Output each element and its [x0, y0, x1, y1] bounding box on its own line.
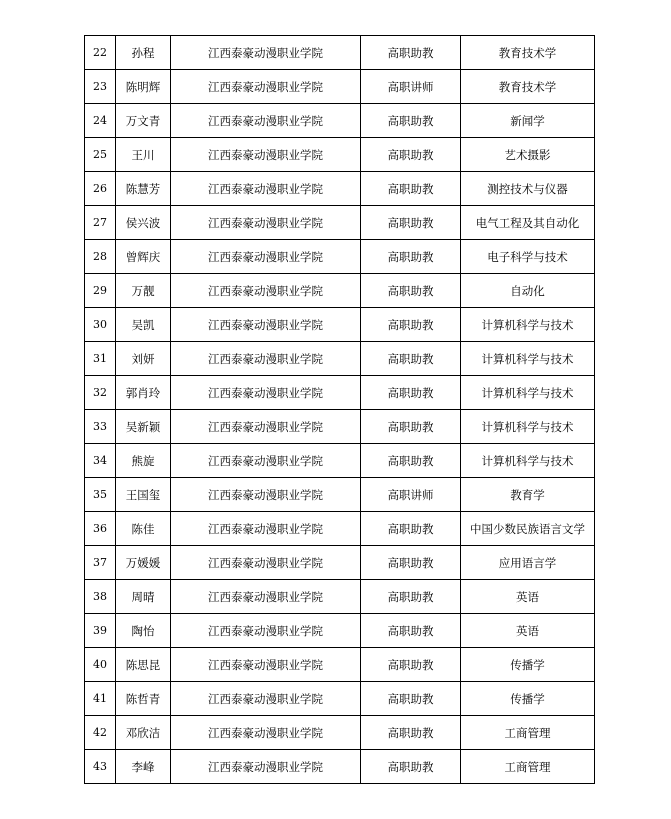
- table-row: [85, 274, 595, 308]
- job-title-cell: 高职助教: [361, 36, 461, 70]
- row-number-cell: 27: [85, 206, 116, 240]
- teacher-name-cell: 周晴: [116, 580, 171, 614]
- major-cell: 英语: [461, 614, 595, 648]
- job-title-cell: 高职助教: [361, 342, 461, 376]
- school-name-cell: 江西泰豪动漫职业学院: [171, 206, 361, 240]
- job-title-cell: 高职助教: [361, 614, 461, 648]
- table-row: [85, 478, 595, 512]
- school-name-cell: 江西泰豪动漫职业学院: [171, 70, 361, 104]
- row-number-cell: 35: [85, 478, 116, 512]
- job-title-cell: 高职助教: [361, 308, 461, 342]
- table-row: [85, 750, 595, 784]
- table-row: [85, 716, 595, 750]
- table-row: [85, 70, 595, 104]
- major-cell: 工商管理: [461, 716, 595, 750]
- major-cell: 计算机科学与技术: [461, 376, 595, 410]
- school-name-cell: 江西泰豪动漫职业学院: [171, 648, 361, 682]
- school-name-cell: 江西泰豪动漫职业学院: [171, 716, 361, 750]
- school-name-cell: 江西泰豪动漫职业学院: [171, 172, 361, 206]
- school-name-cell: 江西泰豪动漫职业学院: [171, 274, 361, 308]
- table-row: [85, 614, 595, 648]
- table-row: [85, 410, 595, 444]
- major-cell: 工商管理: [461, 750, 595, 784]
- school-name-cell: 江西泰豪动漫职业学院: [171, 512, 361, 546]
- table-row: [85, 308, 595, 342]
- table-row: [85, 240, 595, 274]
- table-row: [85, 682, 595, 716]
- school-name-cell: 江西泰豪动漫职业学院: [171, 36, 361, 70]
- teacher-name-cell: 曾辉庆: [116, 240, 171, 274]
- table-row: [85, 376, 595, 410]
- teacher-name-cell: 王国玺: [116, 478, 171, 512]
- teacher-name-cell: 刘妍: [116, 342, 171, 376]
- major-cell: 计算机科学与技术: [461, 444, 595, 478]
- row-number-cell: 26: [85, 172, 116, 206]
- school-name-cell: 江西泰豪动漫职业学院: [171, 750, 361, 784]
- row-number-cell: 28: [85, 240, 116, 274]
- school-name-cell: 江西泰豪动漫职业学院: [171, 614, 361, 648]
- teacher-name-cell: 陈思昆: [116, 648, 171, 682]
- roster-body: [85, 36, 595, 784]
- job-title-cell: 高职助教: [361, 376, 461, 410]
- job-title-cell: 高职讲师: [361, 70, 461, 104]
- row-number-cell: 34: [85, 444, 116, 478]
- teacher-name-cell: 孙程: [116, 36, 171, 70]
- major-cell: 计算机科学与技术: [461, 342, 595, 376]
- row-number-cell: 24: [85, 104, 116, 138]
- school-name-cell: 江西泰豪动漫职业学院: [171, 104, 361, 138]
- table-row: [85, 444, 595, 478]
- major-cell: 应用语言学: [461, 546, 595, 580]
- row-number-cell: 42: [85, 716, 116, 750]
- row-number-cell: 40: [85, 648, 116, 682]
- row-number-cell: 22: [85, 36, 116, 70]
- teacher-name-cell: 王川: [116, 138, 171, 172]
- job-title-cell: 高职助教: [361, 138, 461, 172]
- teacher-name-cell: 邓欣洁: [116, 716, 171, 750]
- school-name-cell: 江西泰豪动漫职业学院: [171, 342, 361, 376]
- school-name-cell: 江西泰豪动漫职业学院: [171, 580, 361, 614]
- teacher-name-cell: 万文青: [116, 104, 171, 138]
- major-cell: 教育技术学: [461, 70, 595, 104]
- school-name-cell: 江西泰豪动漫职业学院: [171, 478, 361, 512]
- school-name-cell: 江西泰豪动漫职业学院: [171, 546, 361, 580]
- teacher-name-cell: 李峰: [116, 750, 171, 784]
- teacher-name-cell: 吴凯: [116, 308, 171, 342]
- row-number-cell: 41: [85, 682, 116, 716]
- major-cell: 传播学: [461, 682, 595, 716]
- school-name-cell: 江西泰豪动漫职业学院: [171, 410, 361, 444]
- row-number-cell: 25: [85, 138, 116, 172]
- staff-roster-table: [84, 35, 595, 784]
- teacher-name-cell: 陈佳: [116, 512, 171, 546]
- table-row: [85, 206, 595, 240]
- row-number-cell: 43: [85, 750, 116, 784]
- table-row: [85, 546, 595, 580]
- school-name-cell: 江西泰豪动漫职业学院: [171, 138, 361, 172]
- teacher-name-cell: 陶怡: [116, 614, 171, 648]
- job-title-cell: 高职助教: [361, 206, 461, 240]
- job-title-cell: 高职助教: [361, 172, 461, 206]
- major-cell: 英语: [461, 580, 595, 614]
- job-title-cell: 高职助教: [361, 444, 461, 478]
- school-name-cell: 江西泰豪动漫职业学院: [171, 682, 361, 716]
- job-title-cell: 高职助教: [361, 716, 461, 750]
- row-number-cell: 32: [85, 376, 116, 410]
- table-row: [85, 580, 595, 614]
- teacher-name-cell: 陈慧芳: [116, 172, 171, 206]
- job-title-cell: 高职助教: [361, 512, 461, 546]
- major-cell: 教育技术学: [461, 36, 595, 70]
- school-name-cell: 江西泰豪动漫职业学院: [171, 376, 361, 410]
- row-number-cell: 38: [85, 580, 116, 614]
- major-cell: 艺术摄影: [461, 138, 595, 172]
- row-number-cell: 30: [85, 308, 116, 342]
- job-title-cell: 高职讲师: [361, 478, 461, 512]
- major-cell: 测控技术与仪器: [461, 172, 595, 206]
- teacher-name-cell: 侯兴波: [116, 206, 171, 240]
- row-number-cell: 29: [85, 274, 116, 308]
- table-row: [85, 36, 595, 70]
- teacher-name-cell: 郭肖玲: [116, 376, 171, 410]
- school-name-cell: 江西泰豪动漫职业学院: [171, 444, 361, 478]
- table-row: [85, 512, 595, 546]
- table-row: [85, 104, 595, 138]
- table-row: [85, 342, 595, 376]
- job-title-cell: 高职助教: [361, 546, 461, 580]
- major-cell: 传播学: [461, 648, 595, 682]
- row-number-cell: 36: [85, 512, 116, 546]
- teacher-name-cell: 万媛媛: [116, 546, 171, 580]
- major-cell: 新闻学: [461, 104, 595, 138]
- table-row: [85, 172, 595, 206]
- major-cell: 电气工程及其自动化: [461, 206, 595, 240]
- table-row: [85, 648, 595, 682]
- row-number-cell: 33: [85, 410, 116, 444]
- job-title-cell: 高职助教: [361, 682, 461, 716]
- job-title-cell: 高职助教: [361, 240, 461, 274]
- job-title-cell: 高职助教: [361, 750, 461, 784]
- job-title-cell: 高职助教: [361, 410, 461, 444]
- school-name-cell: 江西泰豪动漫职业学院: [171, 240, 361, 274]
- teacher-name-cell: 吴新颖: [116, 410, 171, 444]
- teacher-name-cell: 陈哲青: [116, 682, 171, 716]
- job-title-cell: 高职助教: [361, 648, 461, 682]
- row-number-cell: 31: [85, 342, 116, 376]
- row-number-cell: 23: [85, 70, 116, 104]
- teacher-name-cell: 陈明辉: [116, 70, 171, 104]
- table-row: [85, 138, 595, 172]
- major-cell: 教育学: [461, 478, 595, 512]
- major-cell: 自动化: [461, 274, 595, 308]
- row-number-cell: 37: [85, 546, 116, 580]
- job-title-cell: 高职助教: [361, 274, 461, 308]
- school-name-cell: 江西泰豪动漫职业学院: [171, 308, 361, 342]
- job-title-cell: 高职助教: [361, 580, 461, 614]
- major-cell: 计算机科学与技术: [461, 308, 595, 342]
- teacher-name-cell: 万靓: [116, 274, 171, 308]
- row-number-cell: 39: [85, 614, 116, 648]
- teacher-name-cell: 熊旋: [116, 444, 171, 478]
- major-cell: 中国少数民族语言文学: [461, 512, 595, 546]
- major-cell: 电子科学与技术: [461, 240, 595, 274]
- job-title-cell: 高职助教: [361, 104, 461, 138]
- major-cell: 计算机科学与技术: [461, 410, 595, 444]
